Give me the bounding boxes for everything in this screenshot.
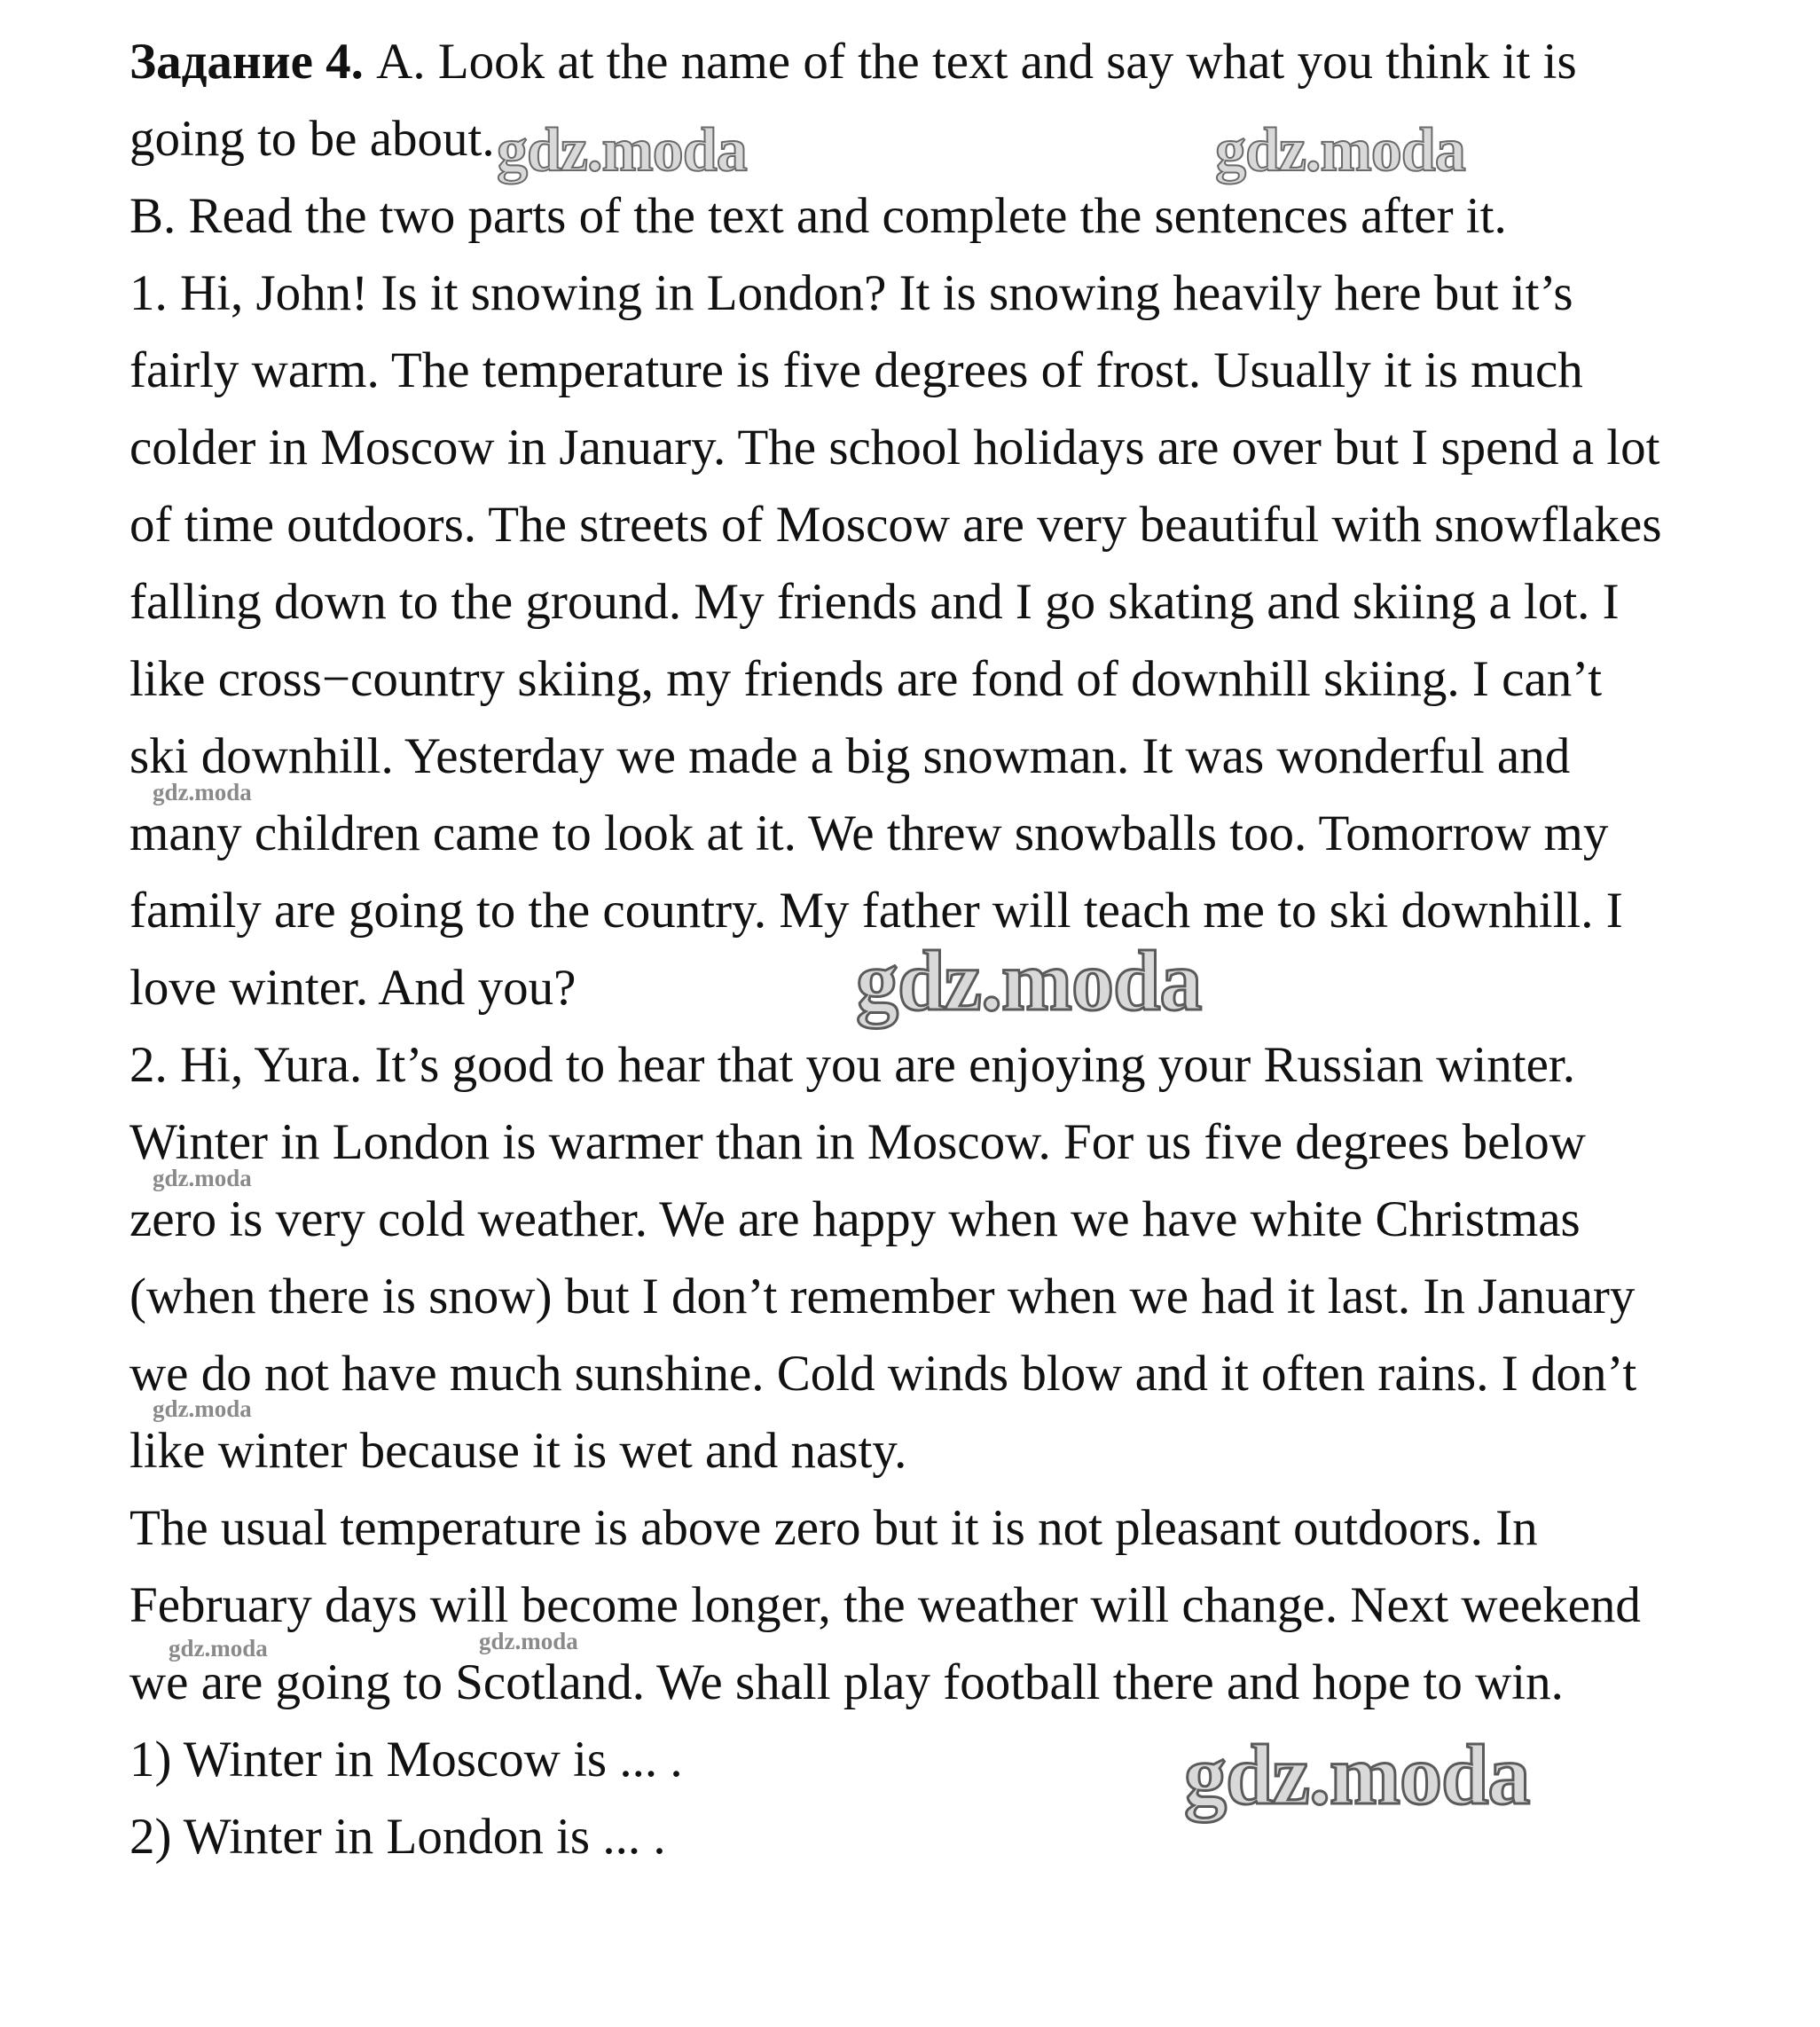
- letter2-line: The usual temperature is above zero but it is not pleasant outdoors. In: [129, 1500, 1538, 1556]
- letter1-line: fairly warm. The temperature is five degrees of frost. Usually it is much: [129, 342, 1583, 398]
- watermark: gdz.moda: [153, 1395, 252, 1422]
- letter1-line: like cross−country skiing, my friends are fond of downhill skiing. I can’t: [129, 651, 1603, 707]
- watermark: gdz.moda: [169, 1635, 268, 1662]
- letter1-line: love winter. And you?: [129, 960, 577, 1016]
- sentence-to-complete: 2) Winter in London is ... .: [129, 1809, 666, 1865]
- watermark: gdz.moda: [1215, 116, 1465, 185]
- letter2-line: February days will become longer, the weather will change. Next weekend: [129, 1577, 1641, 1633]
- letter2-line: 2. Hi, Yura. It’s good to hear that you are enjoying your Russian winter.: [129, 1037, 1576, 1093]
- letter1-line: many children came to look at it. We threw snowballs too. Tomorrow my: [129, 805, 1609, 861]
- letter2-line: like winter because it is wet and nasty.: [129, 1423, 907, 1479]
- watermark: gdz.moda: [497, 116, 747, 185]
- watermark: gdz.moda: [153, 779, 252, 805]
- letter2-line: we are going to Scotland. We shall play football there and hope to win.: [129, 1654, 1564, 1710]
- task-label: Задание 4.: [129, 34, 364, 90]
- letter2-line: (when there is snow) but I don’t remember when we had it last. In January: [129, 1269, 1636, 1324]
- letter2-line: we do not have much sunshine. Cold winds blow and it often rains. I don’t: [129, 1346, 1637, 1402]
- letter1-line: falling down to the ground. My friends and I go skating and skiing a lot. I: [129, 574, 1620, 630]
- letter1-line: 1. Hi, John! Is it snowing in London? It is snowing heavily here but it’s: [129, 265, 1573, 321]
- letter2-line: Winter in London is warmer than in Moscow. For us five degrees below: [129, 1114, 1586, 1170]
- watermark: gdz.moda: [856, 933, 1202, 1028]
- task-heading-line: [129, 31, 1577, 93]
- letter2-line: zero is very cold weather. We are happy when we have white Christmas: [129, 1191, 1581, 1247]
- letter1-line: of time outdoors. The streets of Moscow are very beautiful with snowflakes: [129, 497, 1662, 553]
- letter1-line: colder in Moscow in January. The school holidays are over but I spend a lot: [129, 420, 1660, 475]
- watermark: gdz.moda: [479, 1628, 578, 1654]
- part-a-line-2: going to be about.: [129, 111, 495, 167]
- part-b-instruction: B. Read the two parts of the text and complete the sentences after it.: [129, 188, 1507, 244]
- watermark: gdz.moda: [1184, 1727, 1530, 1822]
- part-a-text: A. Look at the name of the text and say what you think it is: [363, 34, 1577, 90]
- letter1-line: family are going to the country. My father will teach me to ski downhill. I: [129, 883, 1623, 939]
- watermark: gdz.moda: [153, 1165, 252, 1191]
- letter1-line: ski downhill. Yesterday we made a big snowman. It was wonderful and: [129, 728, 1571, 784]
- sentence-to-complete: 1) Winter in Moscow is ... .: [129, 1732, 683, 1787]
